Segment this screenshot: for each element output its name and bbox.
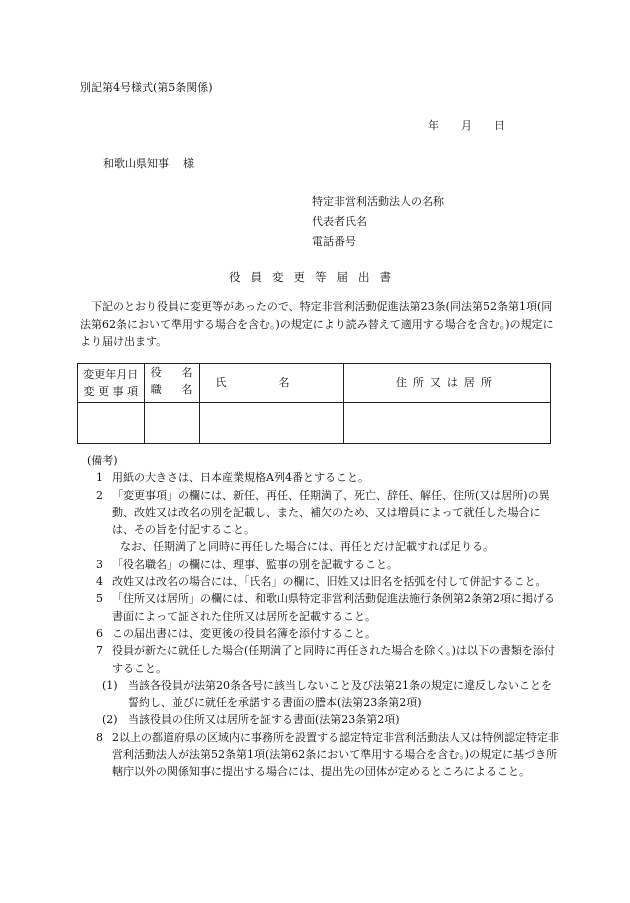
main-paragraph: 下記のとおり役員に変更等があったので、特定非営利活動促進法第23条(同法第52条第1項(同法第62条において準用する場合を含む。)の規定により読み替えて適用する場合を含む。)の規定により届け出ます。	[80, 300, 554, 348]
date-line	[428, 119, 505, 134]
address-cell[interactable]	[343, 403, 550, 444]
note-item: 5 「住所又は居所」の欄には、和歌山県特定非営利活動促進法施行条例第2条第2項に掲げる書面によって証された住所又は居所を記載すること。	[96, 592, 555, 623]
change-date-cell[interactable]	[78, 403, 145, 444]
note-item: 1 用紙の大きさは、日本産業規格A列4番とすること。	[96, 471, 369, 485]
note-item: 8 2以上の都道府県の区域内に事務所を設置する認定特定非営利活動法人又は特例認定特定非営利活動法人が法第52条第1項(法第62条において準用する場合を含む。)の規定に基づき所轄庁以外の関係知事に提出する場合には、提出先の団体が定めるところによること。	[96, 730, 559, 779]
role-title-header: 役 名 職 名	[144, 364, 199, 403]
change-date-header: 変更年月日 変 更 事 項	[78, 364, 145, 403]
representative-label: 代表者氏名	[312, 215, 367, 228]
date-year: 年	[428, 119, 439, 132]
note-item: 3 「役名職名」の欄には、理事、監事の別を記載すること。	[96, 557, 398, 571]
name-header: 氏 名	[199, 364, 343, 403]
applicant-block	[312, 192, 444, 252]
note-item: 6 この届出書には、変更後の役員名簿を添付すること。	[96, 626, 376, 640]
form-number: 別記第4号様式(第5条関係)	[80, 81, 213, 94]
name-cell[interactable]	[199, 403, 343, 444]
corp-name-label: 特定非営利活動法人の名称	[312, 195, 444, 208]
address-header: 住所又は居所	[343, 364, 550, 403]
addressee	[103, 157, 194, 172]
note-item: 7 役員が新たに就任した場合(任期満了と同時に再任された場合を除く。)は以下の書類を添付すること。	[96, 644, 555, 675]
addressee-honorific: 様	[183, 157, 194, 170]
sub-note-item: (1) 当該各役員が法第20条各号に該当しないこと及び法第21条の規定に違反しないことを誓約し、並びに就任を承諾する書面の謄本(法第23条第2項)	[102, 678, 552, 710]
role-title-cell[interactable]	[144, 403, 199, 444]
date-day: 日	[494, 119, 505, 132]
note-item: 2 「変更事項」の欄には、新任、再任、任期満了、死亡、辞任、解任、住所(又は居所)の異動、改姓又は改名の別を記載し、また、補欠のため、又は増員によって就任した場合には、その旨を付記すること。	[96, 488, 550, 537]
note-item-continuation: なお、任期満了と同時に再任した場合には、再任とだけ記載すれば足りる。	[120, 540, 494, 554]
notes-header: (備考)	[87, 454, 118, 467]
sub-note-item: (2) 当該役員の住所又は居所を証する書面(法第23条第2項)	[102, 713, 400, 727]
notes-section	[80, 452, 560, 781]
phone-label: 電話番号	[312, 235, 356, 248]
document-title: 役員変更等届出書	[229, 270, 401, 284]
date-month: 月	[461, 119, 472, 132]
addressee-name: 和歌山県知事	[103, 157, 169, 170]
note-item: 4 改姓又は改名の場合には、「氏名」の欄に、旧姓又は旧名を括弧を付して併記すること。	[96, 575, 547, 589]
officer-change-table	[77, 363, 551, 444]
